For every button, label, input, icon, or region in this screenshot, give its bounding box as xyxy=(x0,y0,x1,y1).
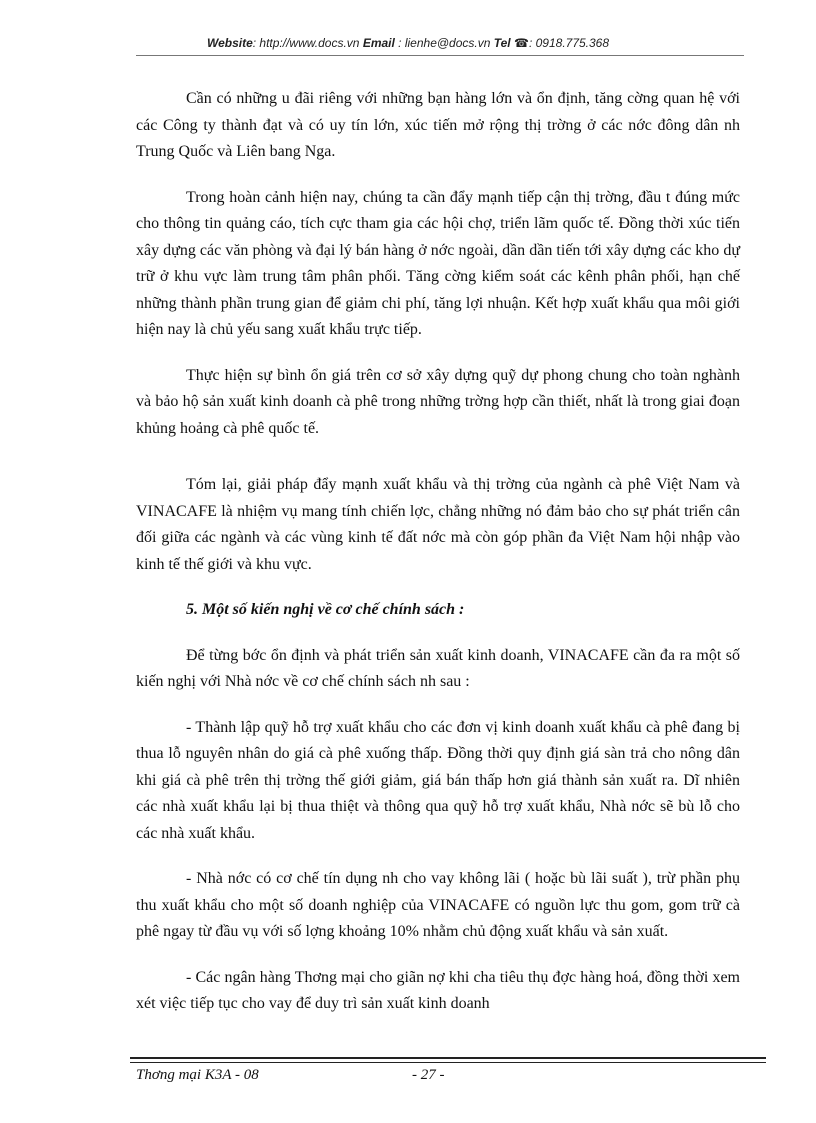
body-paragraph: Trong hoàn cảnh hiện nay, chúng ta cần đẩy mạnh tiếp cận thị trờng, đầu t đúng mức cho thông tin quảng cáo, tích cực tham gia các hội chợ, triển lãm quốc tế. Đồng thời xúc tiến xây dựng các văn phòng và đại lý bán hàng ở nớc ngoài, dần dần tiến tới xây dựng các kho dự trữ ở khu vực làm trung tâm phân phối. Tăng cờng kiểm soát các kênh phân phối, hạn chế những thành phần trung gian để giảm chi phí, tăng lợi nhuận. Kết hợp xuất khẩu qua môi giới hiện nay là chủ yếu sang xuất khẩu trực tiếp. xyxy=(136,188,740,338)
section-paragraph: - Thành lập quỹ hỗ trợ xuất khẩu cho các đơn vị kinh doanh xuất khẩu cà phê đang bị thua lỗ nguyên nhân do giá cà phê xuống thấp. Đồng thời quy định giá sàn trả cho nông dân khi giá cà phê trên thị trờng thế giới giảm, giá bán thấp hơn giá thành sản xuất ra. Dĩ nhiên các nhà xuất khẩu lại bị thua thiệt và thông qua quỹ hỗ trợ xuất khẩu, Nhà nớc sẽ bù lỗ cho các nhà xuất khẩu. xyxy=(136,718,740,842)
body-paragraph: Cần có những u đãi riêng với những bạn hàng lớn và ổn định, tăng cờng quan hệ với các Công ty thành đạt và có uy tín lớn, xúc tiến mở rộng thị trờng ở các nớc đông dân nh Trung Quốc và Liên bang Nga. xyxy=(136,90,740,160)
section-paragraph: Để từng bớc ổn định và phát triển sản xuất kinh doanh, VINACAFE cần đa ra một số kiến nghị với Nhà nớc về cơ chế chính sách nh sau : xyxy=(136,646,740,690)
body-paragraph: Thực hiện sự bình ổn giá trên cơ sở xây dựng quỹ dự phong chung cho toàn nghành và bảo hộ sản xuất kinh doanh cà phê trong những trờng hợp cần thiết, nhất là trong giai đoạn khủng hoảng cà phê quốc tế. xyxy=(136,366,740,437)
tel-label: Tel xyxy=(493,36,511,50)
page-number: - 27 - xyxy=(412,1067,445,1083)
phone-icon: ☎ xyxy=(514,36,529,50)
website-label: Website xyxy=(206,36,253,50)
footer-divider-thick xyxy=(130,1057,766,1059)
section-paragraph: - Nhà nớc có cơ chế tín dụng nh cho vay không lãi ( hoặc bù lãi suất ), trừ phần phụ thu xuất khẩu cho một số doanh nghiệp của VINACAFE có nguồn lực thu gom, gom trữ cà phê ngay từ đầu vụ với số lợng khoảng 10% nhằm chủ động xuất khẩu và sản xuất. xyxy=(136,870,740,940)
tel-number: : 0918.775.368 xyxy=(528,36,610,50)
footer-divider-thin xyxy=(130,1062,766,1063)
section-paragraph: - Các ngân hàng Thơng mại cho giãn nợ khi cha tiêu thụ đợc hàng hoá, đồng thời xem xét việc tiếp tục cho vay để duy trì sản xuất kinh doanh xyxy=(136,968,740,1012)
email-address[interactable]: : lienhe@docs.vn xyxy=(398,36,491,50)
website-url[interactable]: : http://www.docs.vn xyxy=(252,36,360,50)
page-header xyxy=(0,36,816,50)
document-body xyxy=(136,86,740,1037)
body-paragraph: Tóm lại, giải pháp đẩy mạnh xuất khẩu và thị trờng của ngành cà phê Việt Nam và VINACAFE là nhiệm vụ mang tính chiến lợc, chẳng những nó đảm bảo cho sự phát triển cân đối giữa các ngành và các vùng kinh tế đất nớc mà còn góp phần đa Việt Nam hội nhập vào kinh tế thế giới và khu vực. xyxy=(136,476,740,573)
footer-course-label: Thơng mại K3A - 08 xyxy=(136,1067,259,1083)
section-heading: 5. Một số kiến nghị về cơ chế chính sách : xyxy=(186,601,465,618)
email-label: Email xyxy=(362,36,395,50)
header-divider xyxy=(136,55,744,56)
